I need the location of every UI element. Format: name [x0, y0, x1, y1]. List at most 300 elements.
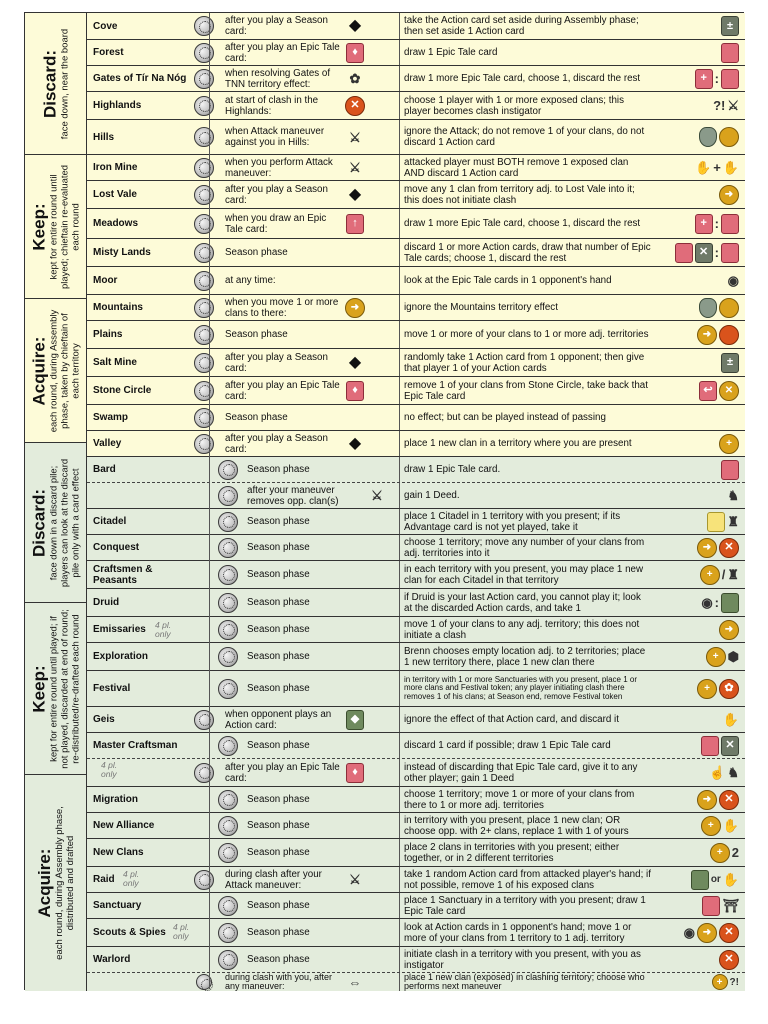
effect-icons	[653, 377, 743, 404]
deed-icon: ♞	[727, 765, 739, 780]
territory-icon	[193, 267, 215, 294]
section-title: Keep:	[29, 664, 48, 713]
territory-icon	[193, 209, 215, 238]
season-icon	[217, 671, 239, 706]
season-card-icon: ◆	[348, 434, 362, 452]
season-icon	[217, 509, 239, 534]
clash-icon: ✕	[719, 790, 739, 810]
card-name: Lost Vale	[93, 189, 137, 200]
epic-tale-icon: ♦	[341, 377, 369, 404]
season-icon	[217, 813, 239, 838]
effect-text: instead of discarding that Epic Tale card, give it to any other player; gain 1 Deed	[399, 759, 651, 786]
trigger-text: Season phase	[225, 329, 288, 340]
territory-icon	[193, 321, 215, 348]
card-name: Swamp	[93, 412, 129, 423]
move-clan-icon: ➜	[719, 185, 739, 205]
effect-text: place 1 Sanctuary in a territory with you present; draw 1 Epic Tale card	[399, 893, 651, 918]
section-subtitle: kept for entire round until	[48, 173, 59, 280]
section-band-keep-action	[25, 603, 87, 775]
effect-icons	[653, 431, 743, 456]
effect-icons	[653, 120, 743, 154]
effect-icons	[653, 349, 743, 376]
territory-icon	[193, 377, 215, 404]
effect-icons	[653, 321, 743, 348]
eye-icon: ◉	[727, 273, 739, 288]
effect-text: ignore the Mountains territory effect	[399, 295, 651, 320]
territory-icon	[193, 40, 215, 65]
table-row-salt-mine	[87, 349, 745, 377]
season-card-icon: ◆	[348, 17, 362, 34]
effect-text: move 1 of your clans to any adj. territory; this does not initiate a clash	[399, 617, 651, 642]
place-clan-icon: +	[706, 647, 726, 667]
effect-text: choose 1 territory; move 1 or more of your clans from there to 1 or more adj. territories	[399, 787, 651, 812]
action-card-icon	[721, 593, 739, 613]
effect-icons	[653, 267, 743, 294]
table-row-druid	[87, 589, 745, 617]
card-name: Warlord	[93, 954, 131, 965]
trigger-text: Season phase	[225, 247, 288, 258]
action-card-played-icon: ◆	[341, 707, 369, 732]
season-icon	[193, 867, 215, 892]
section-band-keep-territory	[25, 155, 87, 299]
count-label: 2	[731, 845, 739, 860]
effect-text: look at the Epic Tale cards in 1 opponent's hand	[399, 267, 651, 294]
take-back-icon: ↩	[699, 381, 717, 401]
territory-icon	[193, 349, 215, 376]
card-name: Emissaries	[93, 624, 146, 635]
effect-icons: + :	[653, 209, 743, 238]
season-icon	[217, 457, 239, 482]
section-subtitle: each round, during Assembly	[48, 309, 59, 432]
section-subtitle: kept for entire round until played; if	[48, 615, 59, 762]
effect-icons: ◉ :	[653, 589, 743, 616]
section-band-acquire-territory	[25, 299, 87, 443]
card-name: Valley	[93, 438, 122, 449]
trigger-text: after you play an Epic Tale card:	[225, 761, 340, 784]
effect-icons: + / ♜	[653, 561, 743, 588]
card-name: Moor	[93, 275, 118, 286]
table-row-cove	[87, 13, 745, 40]
table-row-meadows	[87, 209, 745, 239]
territory-icon	[193, 431, 215, 456]
epic-tale-plus-icon: +	[695, 69, 713, 89]
effect-text: ignore the Attack; do not remove 1 of your clans, do not discard 1 Action card	[399, 120, 651, 154]
section-title: Keep:	[29, 202, 48, 251]
section-subtitle: each round	[70, 202, 81, 251]
plus-minus-icon: ±	[721, 353, 739, 373]
territory-icon	[193, 181, 215, 208]
eye-icon: ◉	[701, 595, 713, 610]
epic-tale-icon: ♦	[341, 40, 369, 65]
effect-text: place 1 Citadel in 1 territory with you present; if its Advantage card is not yet played, take it	[399, 509, 651, 534]
table-row-warlord	[87, 947, 745, 973]
table-row-citadel	[87, 509, 745, 535]
trigger-text: Season phase	[247, 954, 310, 965]
effect-text: gain 1 Deed.	[399, 483, 651, 508]
effect-text: move 1 or more of your clans to 1 or more adj. territories	[399, 321, 651, 348]
effect-icons	[653, 643, 743, 670]
effect-text: in territory with you present, place 1 new clan; OR choose opp. with 2+ clans, replace 1 with 1 of yours	[399, 813, 651, 838]
effect-icons: ✋ + ✋	[653, 155, 743, 180]
table-row-geis	[87, 707, 745, 733]
card-name: Hills	[93, 131, 115, 143]
season-icon	[217, 893, 239, 918]
card-name: Meadows	[93, 218, 139, 229]
player-count-note: 4 pl. only	[173, 922, 190, 941]
attack-icon: ⚔	[349, 872, 361, 887]
deed-icon: ♞	[727, 488, 739, 503]
move-clan-icon: ➜	[341, 295, 369, 320]
clan-icon	[719, 127, 739, 147]
card-name: Migration	[93, 794, 138, 805]
season-icon	[217, 617, 239, 642]
reference-sheet	[24, 12, 744, 990]
effect-icons	[653, 181, 743, 208]
maneuver-icon: ⇔	[348, 974, 362, 990]
territory-tile-icon: ⬢	[727, 649, 739, 664]
trigger-text: Season phase	[247, 683, 310, 694]
discard-action-icon: ✕	[695, 243, 713, 263]
season-icon	[217, 787, 239, 812]
action-card-icon	[691, 870, 709, 890]
card-name: Master Craftsman	[93, 740, 178, 751]
territory-icon	[193, 155, 215, 180]
attack-icon: ⚔	[349, 129, 361, 145]
effect-icons	[653, 867, 743, 892]
card-name: Citadel	[93, 516, 127, 527]
table-row-bard-maneuver	[87, 483, 745, 509]
table-row-forest	[87, 40, 745, 66]
season-card-icon: ◆	[348, 185, 362, 203]
effect-text: randomly take 1 Action card from 1 opponent; then give that player 1 of your Action cards	[399, 349, 651, 376]
clash-icon	[719, 325, 739, 345]
territory-icon	[193, 405, 215, 430]
season-icon	[193, 707, 215, 732]
trigger-text: after your maneuver removes opp. clan(s)	[247, 484, 339, 507]
advantage-card-icon	[707, 512, 725, 532]
table-row-misty-lands	[87, 239, 745, 267]
clash-icon: ✕	[719, 538, 739, 558]
festival-token-icon: ✿	[719, 679, 739, 699]
effect-text: choose 1 territory; move any number of your clans from adj. territories into it	[399, 535, 651, 560]
move-clan-icon: ➜	[719, 620, 739, 640]
effect-icons	[653, 973, 743, 991]
season-icon	[217, 839, 239, 866]
table-row-stone-circle	[87, 377, 745, 405]
trigger-text: Season phase	[247, 900, 310, 911]
player-count-note: 4 pl. only	[155, 620, 172, 639]
effect-text: Brenn chooses empty location adj. to 2 territories; place 1 new territory there, place 1 new clan there	[399, 643, 651, 670]
territory-icon	[193, 239, 215, 266]
season-icon	[217, 733, 239, 758]
card-name: Exploration	[93, 651, 149, 662]
table-row-lost-vale	[87, 181, 745, 209]
section-subtitle: face down in a discard pile;	[48, 465, 59, 580]
place-clan-icon: +	[719, 434, 739, 454]
effect-text: draw 1 more Epic Tale card, choose 1, discard the rest	[399, 66, 651, 91]
card-name: Gates of Tír Na Nóg	[93, 73, 187, 84]
place-clan-icon: +	[700, 565, 720, 585]
table-row-moor	[87, 267, 745, 295]
epic-tale-card-icon	[702, 896, 720, 916]
effect-icons: ?! ⚔	[653, 92, 743, 119]
trigger-text: Season phase	[247, 464, 310, 475]
section-subtitle: each round, during Assembly phase,	[53, 806, 65, 960]
epic-tale-card-icon	[721, 43, 739, 63]
epic-tale-card-icon	[721, 243, 739, 263]
trigger-text: after you play a Season card:	[225, 351, 328, 374]
epic-tale-card-icon	[675, 243, 693, 263]
epic-tale-icon: ♦	[341, 759, 369, 786]
section-title: Acquire:	[29, 336, 48, 405]
trigger-text: during clash after your Attack maneuver:	[225, 868, 322, 891]
gates-icon: ✿	[349, 71, 361, 86]
epic-tale-card-icon	[721, 460, 739, 480]
trigger-text: when opponent plays an Action card:	[225, 708, 332, 731]
place-clan-icon: +	[697, 679, 717, 699]
section-subtitle: pile only with a card effect	[70, 467, 81, 578]
effect-icons	[653, 893, 743, 918]
card-name: Highlands	[93, 100, 142, 111]
clan-icon	[719, 298, 739, 318]
section-band-discard-territory	[25, 13, 87, 155]
table-row-warlord-clash	[87, 973, 745, 991]
effect-icons	[653, 509, 743, 534]
trigger-text: Season phase	[247, 542, 310, 553]
shield-icon	[699, 127, 717, 147]
eye-icon: ◉	[683, 925, 695, 940]
trigger-text: after you play an Epic Tale card:	[225, 41, 340, 64]
trigger-text: Season phase	[247, 847, 310, 858]
effect-text: draw 1 Epic Tale card	[399, 40, 651, 65]
effect-text: draw 1 more Epic Tale card, choose 1, discard the rest	[399, 209, 651, 238]
effect-icons	[653, 787, 743, 812]
card-name: Druid	[93, 597, 120, 608]
territory-icon	[193, 13, 215, 39]
trigger-text: after you play a Season card:	[225, 183, 328, 206]
territory-icon	[193, 295, 215, 320]
hand-icon: ✋	[695, 160, 712, 175]
trigger-text: when you move 1 or more clans to there:	[225, 296, 339, 319]
move-clan-icon: ➜	[697, 790, 717, 810]
card-name: Mountains	[93, 302, 143, 313]
effect-icons: ✕ :	[653, 239, 743, 266]
epic-tale-card-icon	[721, 214, 739, 234]
section-subtitle: re-distributed/re-drafted each round	[70, 613, 81, 764]
effect-icons	[653, 295, 743, 320]
table-row-raid	[87, 867, 745, 893]
table-row-scouts-spies	[87, 919, 745, 947]
season-icon	[217, 643, 239, 670]
effect-icons	[653, 535, 743, 560]
effect-icons	[653, 947, 743, 972]
effect-text: place 2 clans in territories with you present; either together, or in 2 different territories	[399, 839, 651, 866]
move-clan-icon: ➜	[697, 325, 717, 345]
trigger-text: when you draw an Epic Tale card:	[225, 212, 327, 235]
hand-icon: ✋	[722, 872, 739, 887]
season-icon	[217, 483, 239, 508]
epic-tale-card-icon	[701, 736, 719, 756]
season-icon	[217, 919, 239, 946]
section-title: Acquire:	[34, 848, 54, 918]
table-row-new-alliance	[87, 813, 745, 839]
trigger-text: at any time:	[225, 275, 276, 286]
section-subtitle: face down, near the board	[59, 28, 70, 139]
table-row-emissaries	[87, 617, 745, 643]
effect-text: take 1 random Action card from attacked player's hand; if not possible, remove 1 of his exposed clans	[399, 867, 651, 892]
effect-icons	[653, 707, 743, 732]
section-subtitle: phase, taken by chieftain of	[59, 312, 70, 429]
give-card-icon: ☝	[709, 765, 726, 780]
table-row-valley	[87, 431, 745, 457]
table-row-master-craftsman-epic	[87, 759, 745, 787]
table-row-festival	[87, 671, 745, 707]
clash-icon: ✕	[719, 950, 739, 970]
trigger-text: after you play an Epic Tale card:	[225, 379, 340, 402]
section-subtitle: each territory	[70, 342, 81, 399]
table-row-conquest	[87, 535, 745, 561]
player-count-note: 4 pl. only	[101, 760, 118, 779]
trigger-text: Season phase	[247, 794, 310, 805]
trigger-text: Season phase	[247, 569, 310, 580]
table-row-iron-mine	[87, 155, 745, 181]
shield-icon	[699, 298, 717, 318]
effect-icons	[653, 457, 743, 482]
hand-icon: ✋	[722, 818, 739, 833]
card-name: New Alliance	[93, 820, 155, 831]
card-name: Scouts & Spies	[93, 927, 166, 938]
citadel-icon: ♜	[727, 567, 739, 582]
effect-icons	[653, 671, 743, 706]
season-card-icon: ◆	[348, 353, 362, 371]
table-row-master-craftsman	[87, 733, 745, 759]
card-name: Iron Mine	[93, 162, 138, 173]
season-icon	[193, 973, 215, 991]
effect-text: no effect; but can be played instead of passing	[399, 405, 651, 430]
move-clan-icon: ➜	[697, 538, 717, 558]
instigator-icon: ?!	[729, 976, 739, 988]
season-icon	[193, 759, 215, 786]
epic-tale-plus-icon: +	[695, 214, 713, 234]
trigger-text: when resolving Gates of TNN territory effect:	[225, 67, 331, 90]
trigger-text: Season phase	[247, 516, 310, 527]
effect-icons	[653, 813, 743, 838]
trigger-text: Season phase	[247, 597, 310, 608]
place-clan-icon: +	[710, 843, 730, 863]
territory-icon	[193, 92, 215, 119]
table-row-swamp	[87, 405, 745, 431]
or-label: or	[710, 874, 721, 885]
card-name: Conquest	[93, 542, 140, 553]
effect-text: take the Action card set aside during Assembly phase; then set aside 1 Action card	[399, 13, 651, 39]
table-row-new-clans	[87, 839, 745, 867]
table-row-migration	[87, 787, 745, 813]
card-name: Festival	[93, 683, 131, 694]
section-subtitle: played; chieftain re-evaluated	[59, 164, 70, 289]
card-name: Raid	[93, 874, 115, 885]
effect-text: remove 1 of your clans from Stone Circle, take back that Epic Tale card	[399, 377, 651, 404]
sanctuary-icon: ⛩	[722, 898, 739, 913]
column-divider	[209, 13, 210, 989]
trigger-text: at start of clash in the Highlands:	[225, 94, 319, 117]
trigger-text: Season phase	[225, 412, 288, 423]
attack-icon: ⚔	[349, 160, 361, 175]
table-row-exploration	[87, 643, 745, 671]
table-row-bard	[87, 457, 745, 483]
maneuver-icon: ⚔	[371, 488, 383, 503]
table-row-highlands	[87, 92, 745, 120]
card-name: Misty Lands	[93, 247, 151, 258]
effect-text: initiate clash in a territory with you present, with you as instigator	[399, 947, 651, 972]
clash-icon: ✕	[341, 92, 369, 119]
section-subtitle: players can look at the discard	[59, 458, 70, 587]
effect-text: in territory with 1 or more Sanctuaries with you present, place 1 or more clans and Festival token; any player initiating clash there removes 1 of his clans; at Season end, remove Festival token	[399, 671, 651, 706]
effect-text: choose 1 player with 1 or more exposed clans; this player becomes clash instigator	[399, 92, 651, 119]
section-title: Discard:	[40, 49, 59, 118]
table-row-mountains	[87, 295, 745, 321]
card-name: Stone Circle	[93, 385, 152, 396]
effect-text: move any 1 clan from territory adj. to Lost Vale into it; this does not initiate clash	[399, 181, 651, 208]
trigger-text: when you perform Attack maneuver:	[225, 156, 333, 179]
trigger-text: after you play a Season card:	[225, 432, 328, 455]
card-name: Sanctuary	[93, 900, 142, 911]
card-name: New Clans	[93, 847, 144, 858]
effect-text: ignore the effect of that Action card, and discard it	[399, 707, 651, 732]
season-icon	[217, 561, 239, 588]
effect-text: in each territory with you present, you may place 1 new clan for each Citadel in that territory	[399, 561, 651, 588]
effect-text: draw 1 Epic Tale card.	[399, 457, 651, 482]
effect-icons	[653, 13, 743, 39]
citadel-icon: ♜	[727, 514, 739, 529]
move-clan-icon: ➜	[697, 923, 717, 943]
effect-icons	[653, 483, 743, 508]
discard-icon: ✕	[721, 736, 739, 756]
trigger-text: Season phase	[247, 624, 310, 635]
trigger-text: Season phase	[247, 740, 310, 751]
card-name: Geis	[93, 714, 115, 725]
hand-icon: ✋	[722, 712, 739, 727]
card-name: Cove	[93, 20, 118, 32]
card-name: Craftsmen & Peasants	[93, 563, 153, 586]
plus-minus-icon: ±	[721, 16, 739, 36]
season-icon	[217, 589, 239, 616]
territory-icon	[193, 66, 215, 91]
trigger-text: Season phase	[247, 927, 310, 938]
section-subtitle: not played, discarded at end of round;	[59, 608, 70, 769]
card-name: Bard	[93, 464, 116, 475]
trigger-text: when Attack maneuver against you in Hills:	[225, 126, 325, 148]
place-clan-icon: +	[712, 974, 728, 990]
epic-tale-card-icon	[721, 69, 739, 89]
section-band-discard-action	[25, 443, 87, 603]
effect-icons	[653, 617, 743, 642]
player-count-note: 4 pl. only	[123, 869, 140, 888]
card-name: Forest	[93, 47, 124, 58]
remove-clan-icon: ✕	[719, 381, 739, 401]
place-clan-icon: +	[701, 816, 721, 836]
trigger-text: after you play a Season card:	[225, 15, 328, 37]
table-row-sanctuary	[87, 893, 745, 919]
table-row-craftsmen-peasants	[87, 561, 745, 589]
effect-icons	[653, 40, 743, 65]
draw-epic-tale-icon: ↑	[341, 209, 369, 238]
trigger-text: during clash with you, after any maneuver:	[225, 972, 333, 991]
territory-icon	[193, 120, 215, 154]
section-subtitle: distributed and drafted	[64, 835, 76, 931]
season-icon	[217, 535, 239, 560]
hand-icon: ✋	[722, 160, 739, 175]
effect-icons: + :	[653, 66, 743, 91]
